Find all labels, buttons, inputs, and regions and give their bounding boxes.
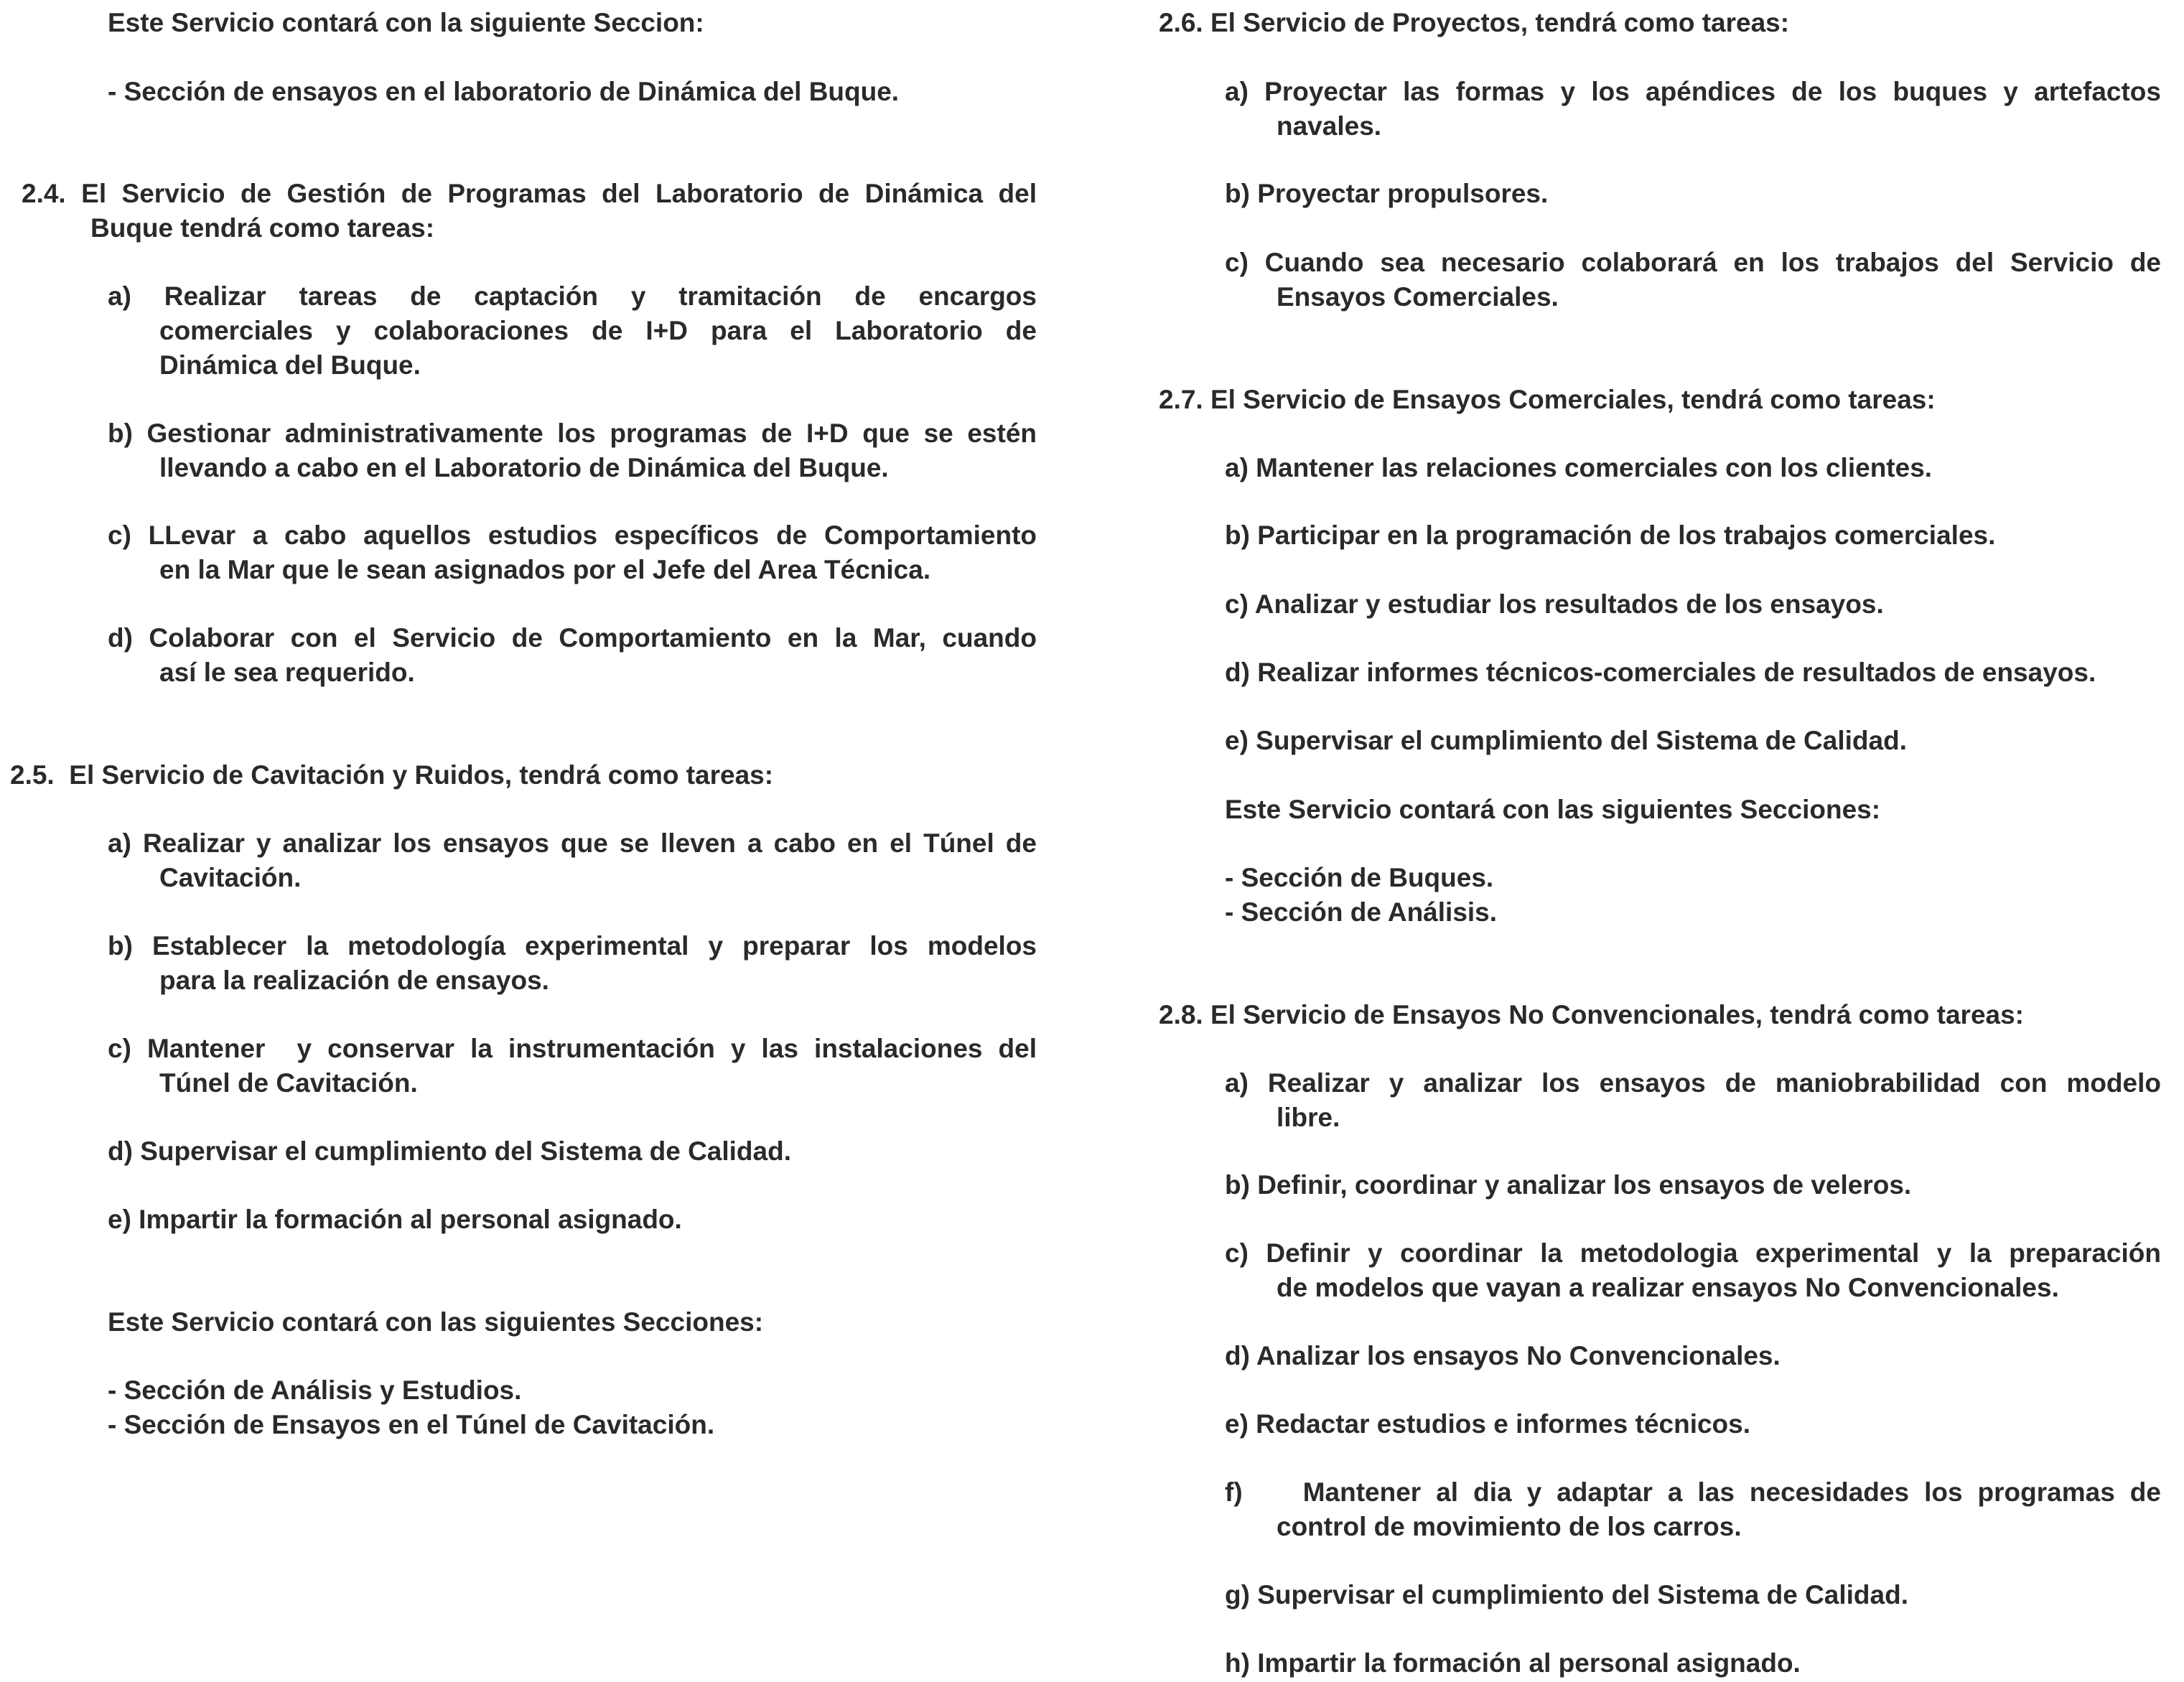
s24-item-c-line-1: c) LLevar a cabo aquellos estudios específicos de Comportamiento [108, 520, 1037, 550]
s28-item-c-line-1: c) Definir y coordinar la metodologia experimental y la preparación [1225, 1238, 2161, 1268]
intro-item: - Sección de ensayos en el laboratorio de Dinámica del Buque. [108, 77, 900, 106]
s25-item-c-line-1: c) Mantener y conservar la instrumentación y las instalaciones del [108, 1034, 1037, 1063]
s24-item-a-line-1: a) Realizar tareas de captación y tramitación de encargos [108, 281, 1037, 311]
s27-item-d: d) Realizar informes técnicos-comerciales de resultados de ensayos. [1225, 658, 2096, 687]
s26-item-a-line-1: a) Proyectar las formas y los apéndices de los buques y artefactos [1225, 77, 2161, 106]
s27-item-a: a) Mantener las relaciones comerciales con los clientes. [1225, 453, 1933, 482]
s26-item-a-line-2: navales. [1277, 111, 1382, 141]
s25-item-c-line-2: Túnel de Cavitación. [159, 1068, 418, 1098]
s24-item-b-line-2: llevando a cabo en el Laboratorio de Dinámica del Buque. [159, 453, 889, 482]
s25-section-2: - Sección de Ensayos en el Túnel de Cavitación. [108, 1410, 715, 1439]
s24-heading-line-2: Buque tendrá como tareas: [90, 213, 435, 243]
s24-item-d-line-1: d) Colaborar con el Servicio de Comportamiento en la Mar, cuando [108, 623, 1037, 653]
right-column [1142, 0, 2168, 1682]
s27-heading: 2.7. El Servicio de Ensayos Comerciales, tendrá como tareas: [1159, 385, 1936, 414]
s28-item-h: h) Impartir la formación al personal asignado. [1225, 1648, 1801, 1678]
s25-item-e: e) Impartir la formación al personal asignado. [108, 1205, 682, 1234]
s24-item-b-line-1: b) Gestionar administrativamente los programas de I+D que se estén [108, 419, 1037, 448]
s25-section-1: - Sección de Análisis y Estudios. [108, 1375, 522, 1405]
s25-item-b-line-1: b) Establecer la metodología experimental y preparar los modelos [108, 931, 1037, 961]
s25-item-a-line-2: Cavitación. [159, 863, 302, 892]
s28-heading: 2.8. El Servicio de Ensayos No Convencionales, tendrá como tareas: [1159, 1000, 2024, 1029]
s27-item-c: c) Analizar y estudiar los resultados de los ensayos. [1225, 589, 1884, 619]
s27-item-e: e) Supervisar el cumplimiento del Sistema de Calidad. [1225, 726, 1907, 755]
s25-heading: 2.5. El Servicio de Cavitación y Ruidos, tendrá como tareas: [10, 760, 774, 790]
s28-item-f-line-1: f) Mantener al dia y adaptar a las necesidades los programas de [1225, 1477, 2161, 1507]
s26-item-b: b) Proyectar propulsores. [1225, 179, 1549, 208]
s27-section-2: - Sección de Análisis. [1225, 897, 1498, 927]
s26-heading: 2.6. El Servicio de Proyectos, tendrá como tareas: [1159, 8, 1790, 37]
s28-item-c-line-2: de modelos que vayan a realizar ensayos No Convencionales. [1277, 1273, 2059, 1302]
s26-item-c-line-1: c) Cuando sea necesario colaborará en los trabajos del Servicio de [1225, 248, 2161, 277]
s28-item-a-line-2: libre. [1277, 1103, 1340, 1132]
s25-item-d: d) Supervisar el cumplimiento del Sistema de Calidad. [108, 1136, 791, 1166]
s24-heading-line-1: 2.4. El Servicio de Gestión de Programas del Laboratorio de Dinámica del [22, 179, 1037, 208]
s27-item-b: b) Participar en la programación de los trabajos comerciales. [1225, 520, 1996, 550]
s26-item-c-line-2: Ensayos Comerciales. [1277, 282, 1559, 312]
left-column [0, 0, 1041, 1682]
s25-item-b-line-2: para la realización de ensayos. [159, 966, 549, 995]
s24-item-d-line-2: así le sea requerido. [159, 658, 415, 687]
s24-item-a-line-3: Dinámica del Buque. [159, 350, 421, 380]
s28-item-f-line-2: control de movimiento de los carros. [1277, 1512, 1742, 1541]
s25-item-a-line-1: a) Realizar y analizar los ensayos que se lleven a cabo en el Túnel de [108, 828, 1037, 858]
s25-sections-heading: Este Servicio contará con las siguientes Secciones: [108, 1307, 764, 1337]
s28-item-e: e) Redactar estudios e informes técnicos. [1225, 1409, 1751, 1439]
s28-item-g: g) Supervisar el cumplimiento del Sistema de Calidad. [1225, 1580, 1908, 1609]
s28-item-b: b) Definir, coordinar y analizar los ensayos de veleros. [1225, 1170, 1912, 1200]
s27-section-1: - Sección de Buques. [1225, 863, 1494, 892]
s28-item-d: d) Analizar los ensayos No Convencionales. [1225, 1341, 1781, 1370]
s24-item-a-line-2: comerciales y colaboraciones de I+D para el Laboratorio de [159, 316, 1037, 345]
s28-item-a-line-1: a) Realizar y analizar los ensayos de maniobrabilidad con modelo [1225, 1068, 2161, 1098]
s24-item-c-line-2: en la Mar que le sean asignados por el Jefe del Area Técnica. [159, 555, 931, 584]
s27-sections-heading: Este Servicio contará con las siguientes Secciones: [1225, 795, 1881, 824]
intro-heading: Este Servicio contará con la siguiente Seccion: [108, 8, 704, 37]
